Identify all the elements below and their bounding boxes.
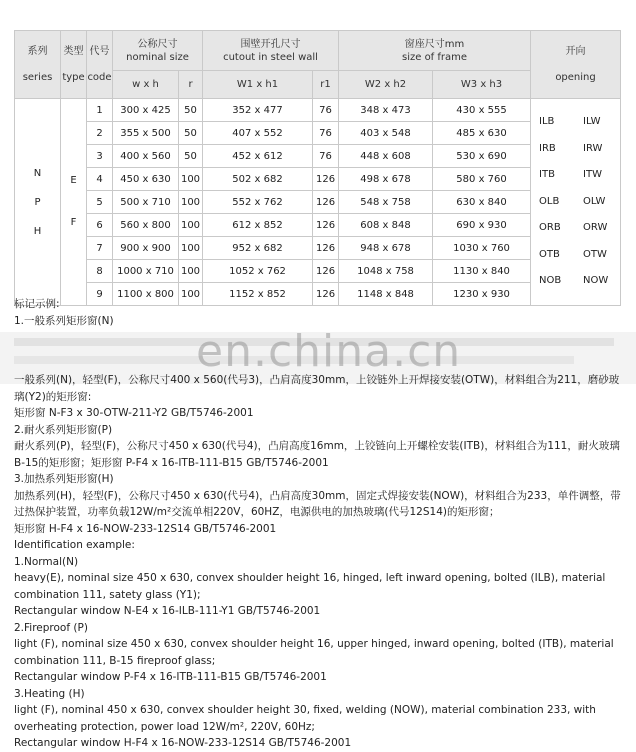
code-cell: 1 [87, 99, 113, 122]
wxh-cell: 300 x 425 [113, 99, 179, 122]
table-row [15, 168, 621, 191]
w1h1-cell: 612 x 852 [203, 214, 313, 237]
table-row [15, 99, 621, 122]
r-cell: 50 [179, 122, 203, 145]
table-row [15, 122, 621, 145]
opening-code: IRW [583, 142, 603, 154]
r1-cell: 126 [313, 168, 339, 191]
w1h1-cell: 452 x 612 [203, 145, 313, 168]
w2h2-cell: 1048 x 758 [339, 260, 433, 283]
table-row [15, 237, 621, 260]
h-desc-cn: 加热系列(H)，轻型(F)，公称尺寸450 x 630(代号4)，凸肩高度30mm，固定式焊接安装(NOW)，材料组合为233，单件调整，带过热保护装置，功率负载12W/m²交流单相220V，60HZ，电源供电的加热玻璃(代号12S14)的矩形窗； [14, 489, 621, 518]
subheader-w3h3: W3 x h3 [433, 71, 531, 99]
r-cell: 50 [179, 99, 203, 122]
w3h3-cell: 485 x 630 [433, 122, 531, 145]
wxh-cell: 1000 x 710 [113, 260, 179, 283]
code-cell: 4 [87, 168, 113, 191]
r-cell: 100 [179, 283, 203, 306]
opening-code: OTW [583, 248, 607, 260]
w3h3-cell: 1230 x 930 [433, 283, 531, 306]
opening-code: ITB [539, 169, 555, 181]
w3h3-cell: 690 x 930 [433, 214, 531, 237]
w2h2-cell: 498 x 678 [339, 168, 433, 191]
wxh-cell: 355 x 500 [113, 122, 179, 145]
r-cell: 100 [179, 237, 203, 260]
code-cell: 5 [87, 191, 113, 214]
w1h1-cell: 952 x 682 [203, 237, 313, 260]
h-mark-en: Rectangular window H-F4 x 16-NOW-233-12S14 GB/T5746-2001 [14, 737, 352, 749]
w3h3-cell: 430 x 555 [433, 99, 531, 122]
notes-item-3-cn: 3.加热系列矩形窗(H) [14, 473, 114, 485]
w1h1-cell: 1052 x 762 [203, 260, 313, 283]
w2h2-cell: 448 x 608 [339, 145, 433, 168]
code-cell: 2 [87, 122, 113, 145]
code-cell: 3 [87, 145, 113, 168]
notes-item-2-en: 2.Fireproof (P) [14, 621, 88, 634]
notes-top [14, 296, 626, 329]
w2h2-cell: 608 x 848 [339, 214, 433, 237]
r-cell: 50 [179, 145, 203, 168]
r1-cell: 126 [313, 214, 339, 237]
notes-item-3-en: 3.Heating (H) [14, 687, 85, 700]
code-cell: 8 [87, 260, 113, 283]
opening-code: ORB [539, 222, 561, 234]
w3h3-cell: 1030 x 760 [433, 237, 531, 260]
opening-code: ORW [583, 222, 608, 234]
opening-code: NOW [583, 275, 609, 287]
notes-item-1-cn: 1.一般系列矩形窗(N) [14, 314, 114, 327]
header-series: 系列 series [15, 31, 61, 99]
opening-code: OLW [583, 195, 606, 207]
w2h2-cell: 403 x 548 [339, 122, 433, 145]
notes-body [14, 372, 626, 752]
w1h1-cell: 1152 x 852 [203, 283, 313, 306]
w3h3-cell: 530 x 690 [433, 145, 531, 168]
w2h2-cell: 948 x 678 [339, 237, 433, 260]
r-cell: 100 [179, 168, 203, 191]
opening-code: ILW [583, 116, 601, 128]
header-frame: 窗座尺寸mm size of frame [339, 31, 531, 71]
table-row [15, 191, 621, 214]
h-desc-en: light (F), nominal 450 x 630, convex shoulder height 30, fixed, welding (NOW), material combination 233, with overheating protection, power load 12W/m², 220V, 60Hz; [14, 704, 596, 733]
wxh-cell: 400 x 560 [113, 145, 179, 168]
r-cell: 100 [179, 260, 203, 283]
type-cell: E F [61, 99, 87, 306]
wxh-cell: 900 x 900 [113, 237, 179, 260]
opening-code: ITW [583, 169, 602, 181]
p-mark-en: Rectangular window P-F4 x 16-ITB-111-B15 GB/T5746-2001 [14, 671, 327, 683]
notes-heading-cn: 标记示例: [14, 298, 60, 310]
n-desc-en: heavy(E), nominal size 450 x 630, convex shoulder height 16, hinged, left inward opening, bolted (ILB), material combination 111, satety glass (Y1); [14, 572, 606, 601]
w2h2-cell: 1148 x 848 [339, 283, 433, 306]
w3h3-cell: 580 x 760 [433, 168, 531, 191]
r1-cell: 76 [313, 99, 339, 122]
r1-cell: 126 [313, 260, 339, 283]
wxh-cell: 560 x 800 [113, 214, 179, 237]
opening-code: OTB [539, 248, 560, 260]
opening-code: NOB [539, 275, 562, 287]
wxh-cell: 450 x 630 [113, 168, 179, 191]
header-opening: 开向 opening [531, 31, 621, 99]
header-code: 代号 code [87, 31, 113, 99]
subheader-w2h2: W2 x h2 [339, 71, 433, 99]
series-cell: N P H [15, 99, 61, 306]
wxh-cell: 500 x 710 [113, 191, 179, 214]
w2h2-cell: 348 x 473 [339, 99, 433, 122]
table-row [15, 214, 621, 237]
table-row [15, 260, 621, 283]
r-cell: 100 [179, 191, 203, 214]
r1-cell: 76 [313, 145, 339, 168]
p-desc-cn: 耐火系列(P)，轻型(F)，公称尺寸450 x 630(代号4)，凸肩高度16mm，上铰链向上开螺栓安装(ITB)，材料组合为111，耐火玻璃B-15的矩形窗；矩形窗 P-F4 x 16-ITB-111-B15 GB/T5746-2001 [14, 440, 620, 469]
p-desc-en: light (F), nominal size 450 x 630, convex shoulder height 16, upper hinged, inward opening, bolted (ITB), material combination 111, B-15 fireproof glass; [14, 638, 614, 667]
w3h3-cell: 1130 x 840 [433, 260, 531, 283]
opening-code: IRB [539, 142, 556, 154]
r-cell: 100 [179, 214, 203, 237]
header-nominal: 公称尺寸 nominal size [113, 31, 203, 71]
header-type: 类型 type [61, 31, 87, 99]
n-mark-cn: 矩形窗 N-F3 x 30-OTW-211-Y2 GB/T5746-2001 [14, 407, 254, 419]
w1h1-cell: 552 x 762 [203, 191, 313, 214]
w2h2-cell: 548 x 758 [339, 191, 433, 214]
notes-item-1-en: 1.Normal(N) [14, 555, 79, 568]
r1-cell: 76 [313, 122, 339, 145]
spec-table [14, 30, 621, 306]
watermark: en.china.cn [196, 326, 462, 377]
w1h1-cell: 352 x 477 [203, 99, 313, 122]
r1-cell: 126 [313, 237, 339, 260]
code-cell: 9 [87, 283, 113, 306]
r1-cell: 126 [313, 283, 339, 306]
code-cell: 7 [87, 237, 113, 260]
opening-code: ILB [539, 116, 555, 128]
r1-cell: 126 [313, 191, 339, 214]
subheader-w1h1: W1 x h1 [203, 71, 313, 99]
notes-heading-en: Identification example: [14, 539, 135, 551]
table-row [15, 145, 621, 168]
subheader-r1: r1 [313, 71, 339, 99]
n-desc-cn: 一般系列(N)，轻型(F)，公称尺寸400 x 560(代号3)，凸肩高度30mm，上铰链外上开焊接安装(OTW)，材料组合为211，磨砂玻璃(Y2)的矩形窗: [14, 374, 620, 403]
wxh-cell: 1100 x 800 [113, 283, 179, 306]
n-mark-en: Rectangular window N-E4 x 16-ILB-111-Y1 GB/T5746-2001 [14, 605, 321, 617]
h-mark-cn: 矩形窗 H-F4 x 16-NOW-233-12S14 GB/T5746-2001 [14, 522, 277, 535]
w1h1-cell: 407 x 552 [203, 122, 313, 145]
subheader-wxh: w x h [113, 71, 179, 99]
w3h3-cell: 630 x 840 [433, 191, 531, 214]
opening-cell [531, 99, 621, 306]
subheader-r: r [179, 71, 203, 99]
code-cell: 6 [87, 214, 113, 237]
w1h1-cell: 502 x 682 [203, 168, 313, 191]
opening-code: OLB [539, 195, 560, 207]
notes-item-2-cn: 2.耐火系列矩形窗(P) [14, 423, 113, 436]
header-cutout: 围壁开孔尺寸 cutout in steel wall [203, 31, 339, 71]
